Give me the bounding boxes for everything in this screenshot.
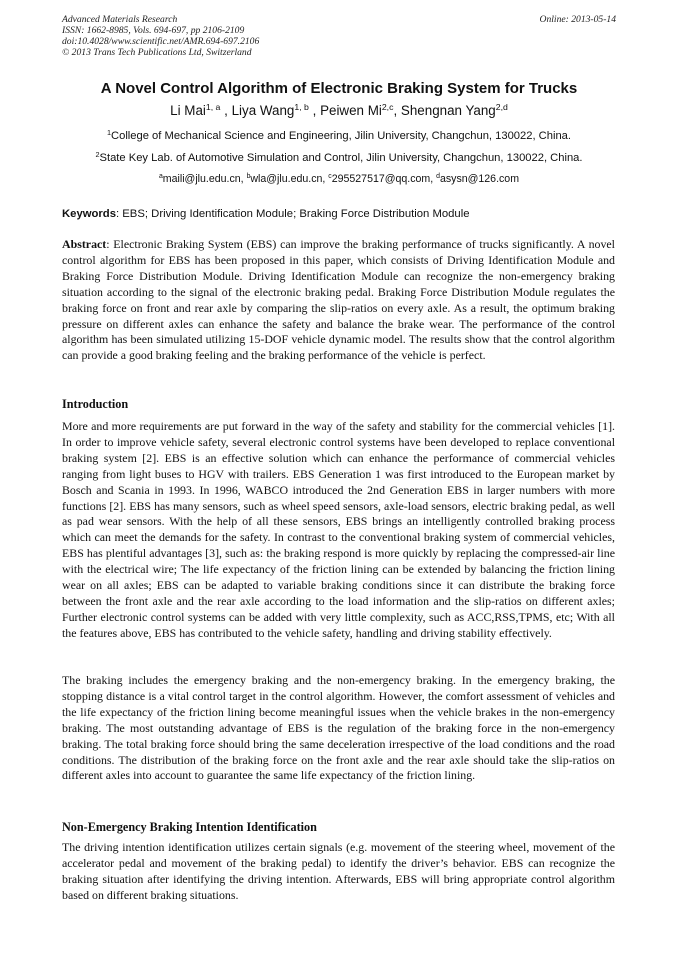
author-affiliation-sup: 1, b [294,102,309,113]
journal-name: Advanced Materials Research [62,14,178,25]
journal-copyright: © 2013 Trans Tech Publications Ltd, Switzerland [62,47,252,58]
abstract-text: : Electronic Braking System (EBS) can improve the braking performance of trucks significantly. A novel control algorithm for EBS has been proposed in this paper, which consists of Driving Identification Module and Braking Force Distribution Module. Driving Identification Module can recognize the non-emergency braking situation according to the signal of the electronic braking pedal. Braking Force Distribution Module regulates the braking force on front and rear axle by comparing the slip-ratios on every axle. As a result, the optimum braking pressure on different axles can enhance the safety and balance the brake wear. The performance of the control algorithm has been simulated utilizing 15-DOF vehicle dynamic model. The results show that the control algorithm can provide a good braking feeling and the braking performance of the vehicle is perfect. [62,237,615,363]
non-emergency-paragraph-1: The driving intention identification utilizes certain signals (e.g. movement of the steering wheel, movement of the accelerator pedal and movement of the braking pedal) to identify the driver’s behavior. EBS can recognize the braking situation after identifying the driving intention. Afterwards, EBS will bring appropriate control algorithm based on different braking situations. [62,840,615,902]
email-link[interactable]: asysn@126.com [439,173,520,185]
journal-doi: doi:10.4028/www.scientific.net/AMR.694-697.2106 [62,36,260,47]
paper-title: A Novel Control Algorithm of Electronic Braking System for Trucks [100,80,578,97]
introduction-paragraph-1: More and more requirements are put forward in the way of the safety and stability for the commercial vehicles [1]. In order to improve vehicle safety, several electronic control systems have been developed to replace conventional braking system [2]. EBS is an effective solution which can enhance the performance of commercial vehicles ranging from light buses to HGV with trailers. EBS Generation 1 was first introduced to the European market by Bosch and Scania in 1993. In 1996, WABCO introduced the 2nd Generation EBS in larger numbers with more functions [2]. EBS has many sensors, such as wheel speed sensors, axle-load sensors, electric braking pedal, as well as pad wear sensors. With the help of all these sensors, EBS brings an intelligently controlled braking process which can meet the demands for the safety. In contrast to the conventional braking system of commercial vehicles, EBS has plentiful advantages [3], such as: the braking respond is more quickly by replacing the compressed-air line with the electrical wire; The life expectancy of the friction lining can be extended by balancing the friction lining wear on all axles; EBS can be adapted to variable braking conditions since it can distribute the braking force between the front axle and the rear axle according to the load information and the slip-ratios on different axles; Further electronic control systems can be added with very little complexity, such as ACC,RSS,TPMS, etc; With all the features above, EBS has contributed to the vehicle safety, handling and driving stability effectively. [62,419,615,640]
keywords-label: Keywords [62,208,116,220]
author-separator: , [308,103,321,118]
author-affiliation-sup: 1, a [205,102,221,113]
online-date: Online: 2013-05-14 [539,14,616,25]
affiliation-text: College of Mechanical Science and Engineering, Jilin University, Changchun, 130022, China. [111,130,572,142]
author-name: Shengnan Yang [400,103,496,118]
keywords-text: : EBS; Driving Identification Module; Braking Force Distribution Module [116,208,470,220]
email-link[interactable]: 295527517@qq.com [331,173,431,185]
affiliation-2 [30,152,648,164]
affiliation-number: 1 [106,128,112,137]
email-sup: b [246,173,251,181]
abstract-label: Abstract [62,237,107,251]
author-name: Li Mai [170,103,206,118]
affiliation-text: State Key Lab. of Automotive Simulation and Control, Jilin University, Changchun, 130022, China. [99,152,583,164]
heading-introduction: Introduction [62,397,129,411]
email-separator: , [322,173,329,185]
journal-issn: ISSN: 1662-8985, Vols. 694-697, pp 2106-2109 [62,25,245,36]
affiliation-1 [30,130,648,142]
author-name: Peiwen Mi [320,103,382,118]
author-affiliation-sup: 2,d [495,102,508,113]
email-sup: d [436,173,440,181]
email-separator: , [430,173,437,185]
email-list [30,173,648,185]
affiliation-number: 2 [95,150,100,159]
email-sup: a [158,173,163,181]
heading-non-emergency: Non-Emergency Braking Intention Identification [62,820,317,834]
author-name: Liya Wang [231,103,295,118]
introduction-paragraph-2: The braking includes the emergency braking and the non-emergency braking. In the emergency braking, the stopping distance is a vital control target in the control algorithm. However, the comfort assessment of vehicles and the life expectancy of the friction lining become meaningful issues when the vehicle brakes in the non-emergency braking. The most outstanding advantage of EBS is the regulation of the braking force in the non-emergency braking. The total braking force should bring the same deceleration irrespective of the load conditions and the road conditions. The distribution of the braking force on the front axle and the rear axle should take the slip-ratios on different axles into account to guarantee the same life expectancy of the friction lining. [62,673,615,783]
email-sup: c [328,173,332,181]
author-separator: , [393,103,401,118]
author-separator: , [220,103,232,118]
abstract [62,237,615,364]
email-separator: , [240,173,247,185]
author-affiliation-sup: 2,c [381,102,394,113]
email-link[interactable]: maili@jlu.edu.cn [162,173,241,185]
journal-header [62,14,616,58]
keywords [62,208,622,220]
author-list [30,103,648,118]
email-link[interactable]: wla@jlu.edu.cn [250,173,323,185]
